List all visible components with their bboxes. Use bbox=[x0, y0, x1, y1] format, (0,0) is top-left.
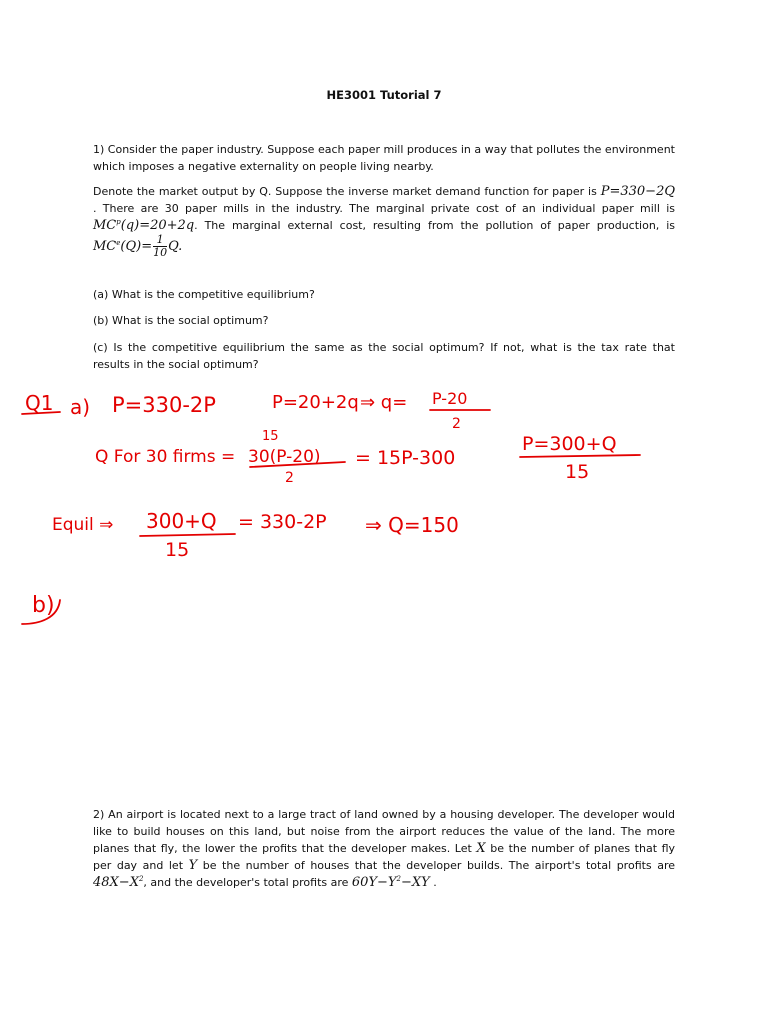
q2-var-x: X bbox=[476, 841, 486, 856]
q2-paragraph bbox=[93, 806, 675, 891]
q1-text-c: . The marginal external cost, resulting from the pollution of paper production, is bbox=[194, 219, 675, 232]
hw-equil-fraction-line bbox=[140, 534, 235, 536]
hw-for30-result: = 15P-300 bbox=[355, 447, 456, 469]
hw-mc: P=20+2q bbox=[272, 392, 359, 413]
hw-supply-num: P=300+Q bbox=[522, 433, 617, 455]
hw-q1-label: Q1 bbox=[25, 391, 54, 415]
developer-profit: $60Y-Y^2-XY$ bbox=[351, 875, 430, 890]
airport-profit: $48X-X^2$ bbox=[93, 875, 144, 890]
document-title: HE3001 Tutorial 7 bbox=[326, 88, 442, 102]
hw-equil-label: Equil ⇒ bbox=[52, 515, 114, 535]
hw-for30-den: 2 bbox=[285, 470, 294, 486]
q2-text-b: be the number of planes that fly per day and let bbox=[93, 842, 676, 872]
q1-text-b: . There are 30 paper mills in the industry. The marginal private cost of an individual paper mill is bbox=[93, 202, 675, 215]
hw-equil-den: 15 bbox=[165, 539, 190, 561]
q1-intro: 1) Consider the paper industry. Suppose each paper mill produces in a way that pollutes the environment which imposes a negative externality on people living nearby. bbox=[93, 143, 675, 173]
hw-for30-label: Q For 30 firms = bbox=[95, 447, 236, 467]
marginal-private-cost: $MC^p(q)=20+2q$ bbox=[93, 218, 195, 233]
hw-mc-arrow: ⇒ q= bbox=[360, 392, 408, 413]
q1-part-b: (b) What is the social optimum? bbox=[93, 314, 269, 327]
hw-equil-num: 300+Q bbox=[146, 509, 217, 533]
hw-supply-den: 15 bbox=[565, 461, 590, 483]
hw-equil-rhs: = 330-2P bbox=[238, 511, 327, 533]
hw-for30-15: 15 bbox=[262, 429, 279, 444]
marginal-external-cost: $MC^e(Q)=$ $\frac{1}{10}$ Q. bbox=[93, 233, 183, 259]
q2-text-e: . bbox=[433, 876, 437, 889]
q1-text-a: Denote the market output by Q. Suppose the inverse market demand function for paper is bbox=[93, 185, 597, 198]
hw-equil-result: ⇒ Q=150 bbox=[365, 513, 459, 537]
hw-mc-den: 2 bbox=[452, 416, 461, 432]
q2-text-d: , and the developer's total profits are bbox=[143, 876, 349, 889]
q2-text-a: 2) An airport is located next to a large tract of land owned by a housing developer. The developer would like to build houses on this land, but noise from the airport reduces the value of the land. The more planes that fly, the lower the profits that the developer makes. Let bbox=[93, 808, 675, 855]
hw-for30-expr: 30(P-20) bbox=[248, 447, 321, 467]
q2-var-y: Y bbox=[188, 858, 198, 873]
q2-text-c: be the number of houses that the developer builds. The airport's total profits are bbox=[202, 859, 676, 872]
hw-demand: P=330-2P bbox=[112, 393, 216, 417]
hw-mc-num: P-20 bbox=[432, 389, 468, 408]
hw-b-label: b) bbox=[32, 593, 55, 618]
hw-supply-fraction-line bbox=[520, 455, 640, 457]
q1-part-c: (c) Is the competitive equilibrium the same as the social optimum? If not, what is the tax rate that results in the social optimum? bbox=[93, 341, 675, 371]
q1-part-a: (a) What is the competitive equilibrium? bbox=[93, 288, 315, 301]
hw-a-label: a) bbox=[70, 395, 91, 419]
demand-equation: P=330−2Q bbox=[600, 184, 675, 199]
fraction-1-10: $\frac{1}{10}$ bbox=[153, 233, 168, 259]
